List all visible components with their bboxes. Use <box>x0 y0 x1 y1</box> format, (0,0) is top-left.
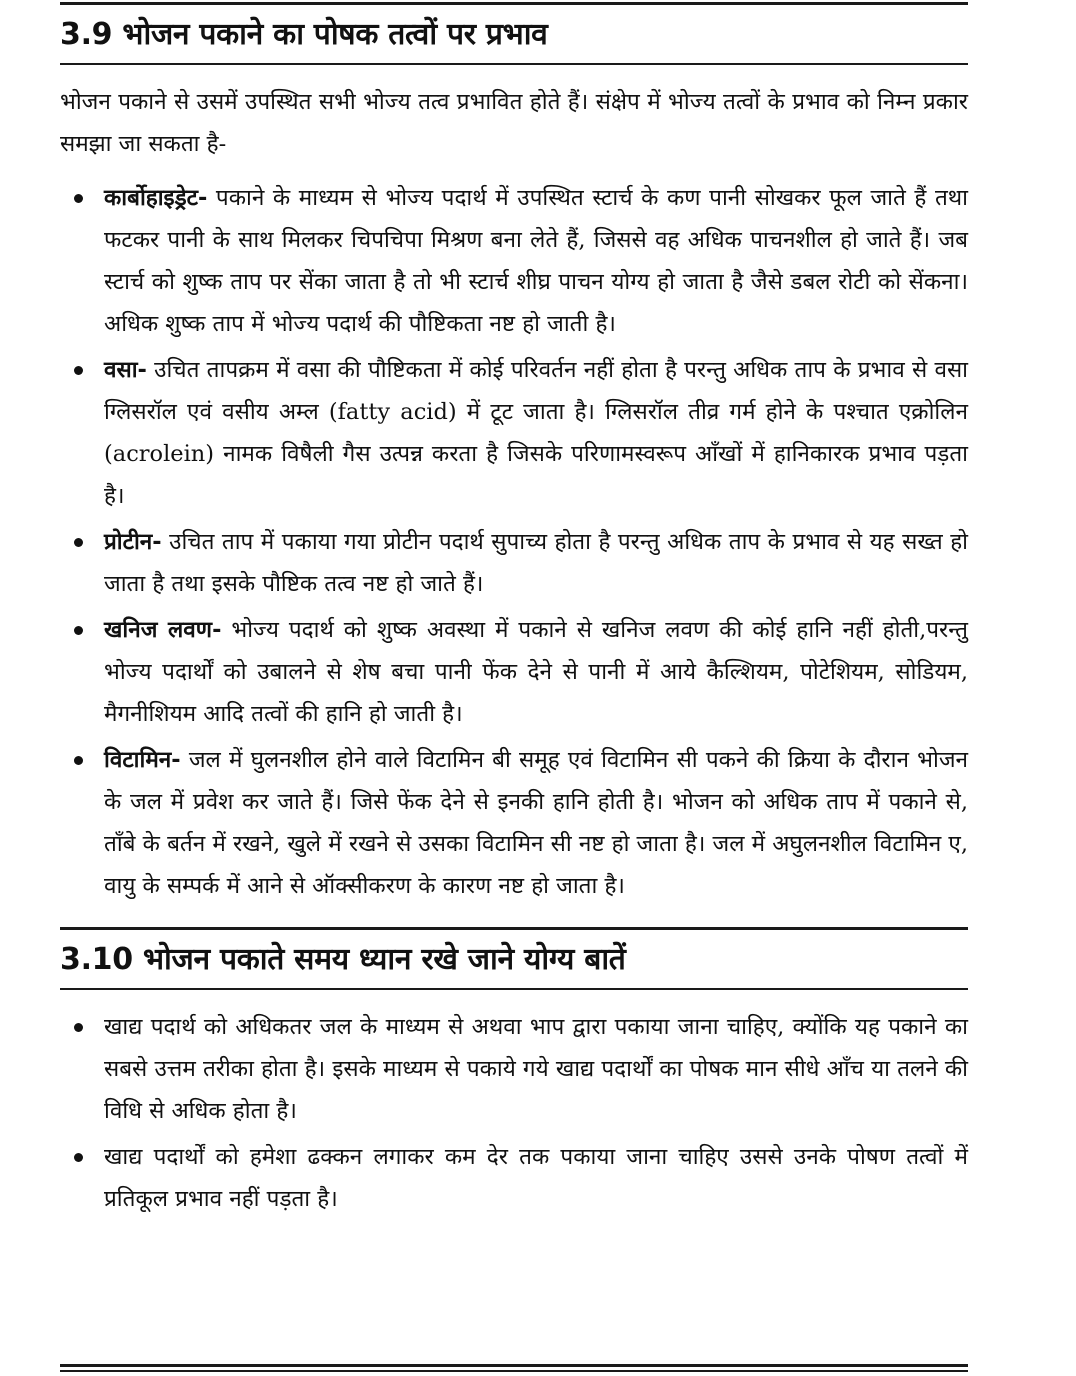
list-item <box>60 609 968 735</box>
term-protein: प्रोटीन- <box>104 529 162 555</box>
item-text: पकाने के माध्यम से भोज्य पदार्थ में उपस्थित स्टार्च के कण पानी सोखकर फूल जाते हैं तथा फटकर पानी के साथ मिलकर चिपचिपा मिश्रण बना लेते हैं, जिससे वह अधिक पाचनशील हो जाते हैं। जब स्टार्च को शुष्क ताप पर सेंका जाता है तो भी स्टार्च शीघ्र पाचन योग्य हो जाता है जैसे डबल रोटी को सेंकना। अधिक शुष्क ताप में भोज्य पदार्थ की पौष्टिकता नष्ट हो जाती है। <box>104 185 968 337</box>
heading-underline <box>60 63 968 65</box>
section-rule <box>60 927 968 930</box>
bullet-icon <box>74 1153 83 1162</box>
top-rule <box>60 2 968 5</box>
section-heading: 3.10 भोजन पकाते समय ध्यान रखे जाने योग्य बातें <box>60 942 626 977</box>
item-text: जल में घुलनशील होने वाले विटामिन बी समूह एवं विटामिन सी पकने की क्रिया के दौरान भोजन के जल में प्रवेश कर जाते हैं। जिसे फेंक देने से इनकी हानि होती है। भोजन को अधिक ताप में पकाने से, ताँबे के बर्तन में रखने, खुले में रखने से उसका विटामिन सी नष्ट हो जाता है। जल में अघुलनशील विटामिन ए, वायु के सम्पर्क में आने से ऑक्सीकरण के कारण नष्ट हो जाता है। <box>104 747 969 899</box>
list-item <box>60 521 968 605</box>
bottom-rule-thin <box>60 1370 968 1372</box>
item-text: खाद्य पदार्थ को अधिकतर जल के माध्यम से अथवा भाप द्वारा पकाया जाना चाहिए, क्योंकि यह पकाने का सबसे उत्तम तरीका होता है। इसके माध्यम से पकाये गये खाद्य पदार्थों का पोषक मान सीधे आँच या तलने की विधि से अधिक होता है। <box>104 1014 968 1124</box>
item-text: उचित तापक्रम में वसा की पौष्टिकता में कोई परिवर्तन नहीं होता है परन्तु अधिक ताप के प्रभाव से वसा ग्लिसरॉल एवं वसीय अम्ल (fatty acid) में टूट जाता है। ग्लिसरॉल तीव्र गर्म होने के पश्चात एक्रोलिन (acrolein) नामक विषैली गैस उत्पन्न करता है जिसके परिणामस्वरूप आँखों में हानिकारक प्रभाव पड़ता है। <box>104 357 968 509</box>
item-text: उचित ताप में पकाया गया प्रोटीन पदार्थ सुपाच्य होता है परन्तु अधिक ताप के प्रभाव से यह सख्त हो जाता है तथा इसके पौष्टिक तत्व नष्ट हो जाते हैं। <box>104 529 968 597</box>
bullet-icon <box>74 194 83 203</box>
bottom-rule <box>60 1364 968 1367</box>
section-3-9 <box>60 15 968 907</box>
nutrient-effects-list <box>60 177 968 907</box>
list-item <box>60 349 968 517</box>
bullet-icon <box>74 538 83 547</box>
list-item <box>60 177 968 345</box>
list-item <box>60 739 968 907</box>
term-minerals: खनिज लवण- <box>104 617 222 643</box>
list-item <box>60 1006 968 1132</box>
bullet-icon <box>74 1023 83 1032</box>
section-heading: 3.9 भोजन पकाने का पोषक तत्वों पर प्रभाव <box>60 17 548 52</box>
item-text: भोज्य पदार्थ को शुष्क अवस्था में पकाने से खनिज लवण की कोई हानि नहीं होती,परन्तु भोज्य पदार्थों को उबालने से शेष बचा पानी फेंक देने से पानी में आये कैल्शियम, पोटेशियम, सोडियम, मैगनीशियम आदि तत्वों की हानि हो जाती है। <box>104 617 968 727</box>
list-item <box>60 1136 968 1220</box>
term-fat: वसा- <box>104 357 147 383</box>
intro-paragraph: भोजन पकाने से उसमें उपस्थित सभी भोज्य तत्व प्रभावित होते हैं। संक्षेप में भोज्य तत्वों के प्रभाव को निम्न प्रकार समझा जा सकता है- <box>60 89 968 157</box>
term-vitamin: विटामिन- <box>104 747 181 773</box>
item-text: खाद्य पदार्थों को हमेशा ढक्कन लगाकर कम देर तक पकाया जाना चाहिए उससे उनके पोषण तत्वों में प्रतिकूल प्रभाव नहीं पड़ता है। <box>104 1144 968 1212</box>
term-carbohydrate: कार्बोहाइड्रेट- <box>104 185 208 211</box>
heading-underline <box>60 988 968 990</box>
page <box>60 0 968 1224</box>
cooking-tips-list <box>60 1006 968 1220</box>
bullet-icon <box>74 626 83 635</box>
bullet-icon <box>74 366 83 375</box>
bullet-icon <box>74 756 83 765</box>
section-3-10 <box>60 927 968 1220</box>
